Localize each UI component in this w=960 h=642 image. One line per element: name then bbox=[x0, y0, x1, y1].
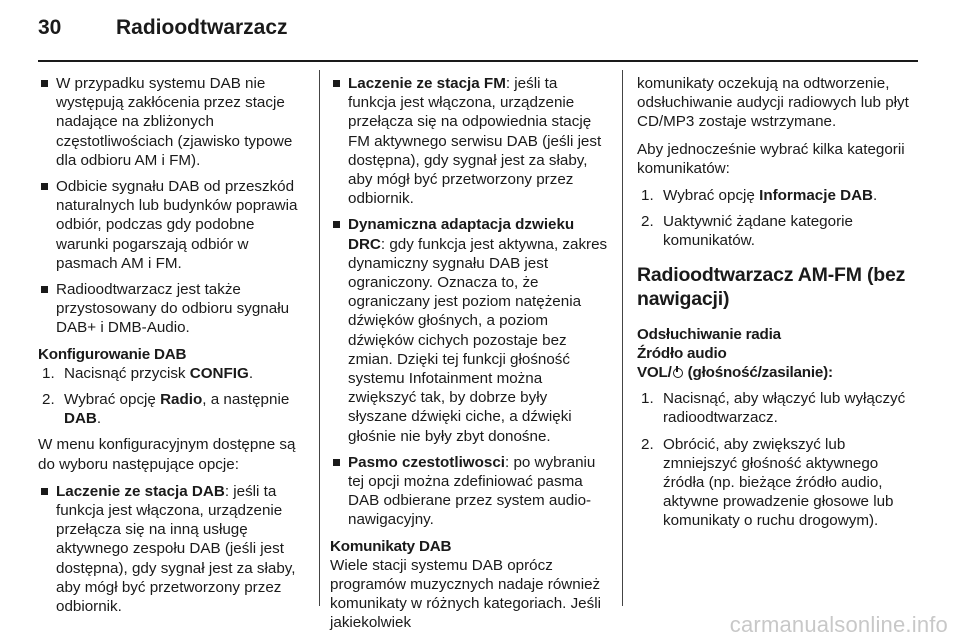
step-text: Nacisnąć, aby włączyć lub wyłączyć radioodtwarzacz. bbox=[663, 390, 906, 427]
column-3 bbox=[637, 74, 922, 538]
option-drc bbox=[330, 215, 608, 445]
announce-step-1 bbox=[637, 186, 922, 205]
section-title: Radioodtwarzacz AM-FM (bez nawigacji) bbox=[637, 263, 906, 310]
option-description: : gdy funkcja jest aktywna, zakres dynamiczny sygnału DAB jest ograniczony. Oznacza to, że ograniczany jest poziom natężenia dźwięków głośnych, a poziom dźwięków cichych pozostaje bez zmian. Dzięki tej funkcji głośność systemu Infotainment można zwiększyć tak, by dobrze były słyszane dźwięki ciche, a dźwięki głośnie nie były zbyt donośne. bbox=[348, 235, 608, 445]
option-fm-link bbox=[330, 74, 608, 208]
column-divider-1 bbox=[319, 70, 320, 606]
option-band bbox=[330, 453, 608, 530]
column-2 bbox=[330, 74, 608, 641]
menu-intro: W menu konfiguracyjnym dostępne są do wyboru następujące opcje: bbox=[38, 436, 296, 473]
announcements-heading: Komunikaty DAB bbox=[330, 537, 452, 555]
option-label: Laczenie ze stacja FM bbox=[348, 75, 506, 92]
option-description: : jeśli ta funkcja jest włączona, urządzenie przełącza się na inną usługę aktywnego zespołu DAB (jeśli jest dostępna), gdy sygnał jest za słaby, aby mógł być przetworzony przez odbiornik. bbox=[56, 482, 296, 616]
step-text: Obrócić, aby zwiększyć lub zmniejszyć głośność aktywnego źródła (np. bieżące źródło audio, aktywne prowadzenie głosowe lub komunikaty o ruchu drogowym). bbox=[663, 435, 894, 530]
step-text: , a następnie bbox=[202, 391, 290, 409]
step-text: . bbox=[873, 187, 878, 205]
page-header bbox=[38, 16, 918, 52]
vol-step-1 bbox=[637, 389, 922, 427]
step-text: . bbox=[96, 410, 102, 428]
config-heading: Konfigurowanie DAB bbox=[38, 345, 187, 363]
step-text: Wybrać opcję bbox=[663, 187, 760, 205]
page-number: 30 bbox=[38, 16, 62, 39]
chapter-title: Radioodtwarzacz bbox=[116, 16, 288, 39]
subheading-volume bbox=[637, 363, 922, 382]
vol-label-rest: (głośność/zasilanie): bbox=[683, 364, 833, 382]
step-number: 2. bbox=[641, 435, 654, 453]
step-number: 2. bbox=[42, 391, 55, 409]
radio-option-label: Radio bbox=[160, 391, 203, 409]
option-label: Pasmo czestotliwosci bbox=[348, 453, 505, 471]
option-label: Dynamiczna adaptacja dzwieku DRC bbox=[348, 216, 575, 253]
watermark: carmanualsonline.info bbox=[729, 612, 948, 637]
header-rule bbox=[38, 60, 918, 62]
subheading-radio: Odsłuchiwanie radia bbox=[637, 325, 781, 343]
column-divider-2 bbox=[622, 70, 623, 606]
option-description: : jeśli ta funkcja jest włączona, urządzenie przełącza się na odpowiednia stację FM aktywnego serwisu DAB (jeśli jest dostępna), gdy sygnał jest za słaby, aby mógł być przetworzony przez odbiornik. bbox=[348, 75, 602, 208]
config-step-2 bbox=[38, 390, 306, 428]
column-1 bbox=[38, 74, 306, 623]
config-step-1 bbox=[38, 364, 306, 383]
power-icon bbox=[673, 368, 683, 378]
step-number: 2. bbox=[641, 213, 654, 231]
step-text: Wybrać opcję bbox=[64, 391, 161, 409]
option-label: Laczenie ze stacja DAB bbox=[56, 482, 225, 500]
dab-option-label: DAB bbox=[64, 410, 97, 428]
step-text: Uaktywnić żądane kategorie komunikatów. bbox=[663, 213, 853, 250]
bullet-item: Odbicie sygnału DAB od przeszkód naturalnych lub budynków poprawia odbiór, podczas gdy podobne warunki pogarszają odbiór w pasmach AM i FM. bbox=[38, 177, 306, 273]
vol-step-2 bbox=[637, 435, 922, 531]
step-text: Nacisnąć przycisk bbox=[64, 364, 190, 382]
bullet-item: Radioodtwarzacz jest także przystosowany do odbioru sygnału DAB+ i DMB-Audio. bbox=[38, 280, 306, 338]
option-description: : po wybraniu tej opcji można zdefiniować pasma DAB odbierane przez system audio-nawigacyjny. bbox=[348, 453, 596, 529]
step-number: 1. bbox=[42, 364, 55, 382]
step-number: 1. bbox=[641, 187, 654, 205]
subheading-source: Źródło audio bbox=[637, 344, 727, 362]
vol-label: VOL/ bbox=[637, 364, 672, 382]
bullet-item: W przypadku systemu DAB nie występują zakłócenia przez stacje nadające na zbliżonych częstotliwościach (zjawisko typowe dla odbioru AM i FM). bbox=[38, 74, 306, 170]
announcements-text: Wiele stacji systemu DAB oprócz programów muzycznych nadaje również komunikaty w różnych kategoriach. Jeśli jakiekolwiek bbox=[330, 556, 601, 632]
step-number: 1. bbox=[641, 390, 654, 408]
announce-step-2 bbox=[637, 212, 922, 250]
config-button-label: CONFIG bbox=[189, 364, 249, 382]
multi-select-intro: Aby jednocześnie wybrać kilka kategorii komunikatów: bbox=[637, 140, 905, 177]
option-dab-link bbox=[38, 482, 306, 616]
step-text: . bbox=[248, 364, 254, 382]
continued-text: komunikaty oczekują na odtworzenie, odsłuchiwanie audycji radiowych lub płyt CD/MP3 zostaje wstrzymane. bbox=[637, 75, 909, 131]
dab-info-label: Informacje DAB bbox=[759, 187, 874, 205]
